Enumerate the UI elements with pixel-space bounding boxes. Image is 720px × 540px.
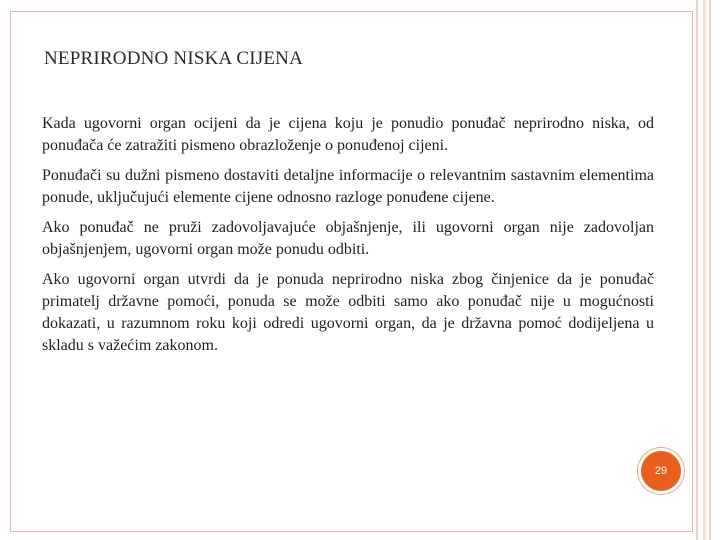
body-paragraph: Ako ugovorni organ utvrdi da je ponuda neprirodno niska zbog činjenice da je ponuđač primatelj državne pomoći, ponuda se može odbiti samo ako ponuđač nije u mogućnosti dokazati, u razumnom roku koji odredi ugovorni organ, da je državna pomoć dodijeljena u skladu s važećim zakonom. — [42, 271, 654, 354]
body-paragraph: Ponuđači su dužni pismeno dostaviti detaljne informacije o relevantnim sastavnim elementima ponude, uključujući elemente cijene odnosno razloge ponuđene cijene. — [42, 167, 654, 206]
slide-body — [42, 113, 654, 365]
decorative-rail — [703, 0, 706, 540]
slide-title: NEPRIRODNO NISKA CIJENA — [44, 48, 304, 69]
body-paragraph: Ako ponuđač ne pruži zadovoljavajuće objašnjenje, ili ugovorni organ nije zadovoljan objašnjenjem, ugovorni organ može ponudu odbiti. — [42, 219, 654, 258]
body-paragraph: Kada ugovorni organ ocijeni da je cijena koju je ponudio ponuđač neprirodno niska, od ponuđača će zatražiti pismeno obrazloženje o ponuđenoj cijeni. — [42, 115, 654, 154]
page-number: 29 — [654, 465, 668, 477]
decorative-rail — [696, 0, 698, 540]
page-number-badge — [638, 448, 684, 494]
decorative-rail — [709, 0, 711, 540]
